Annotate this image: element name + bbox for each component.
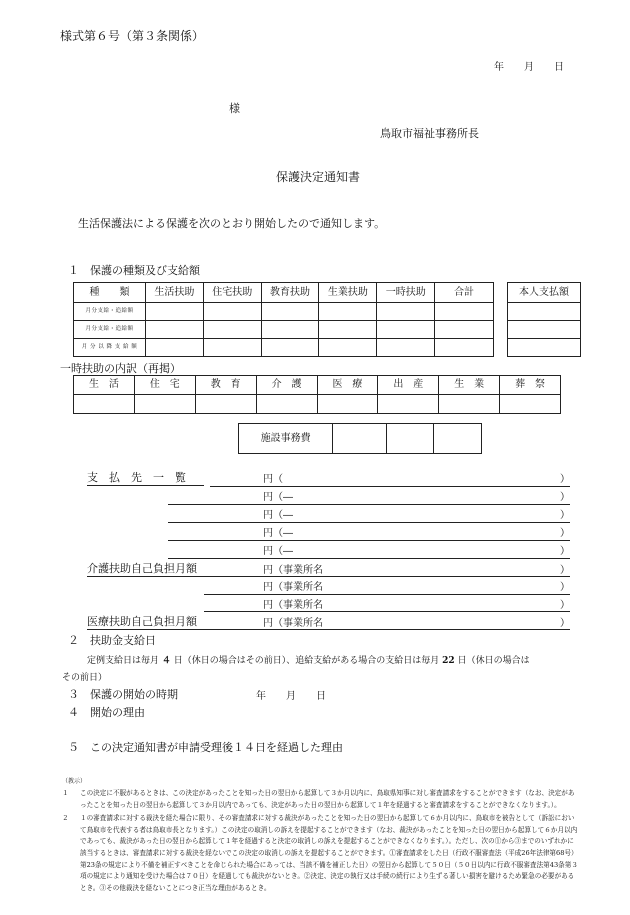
- payee-underline: [168, 558, 570, 559]
- kaigo-underline: [87, 576, 570, 577]
- payee-label-underline: [87, 485, 204, 486]
- payee-line: 円（―: [263, 528, 293, 539]
- table-cell: [377, 321, 435, 339]
- table-header: 介 護: [256, 376, 317, 395]
- table-cell: [256, 395, 317, 414]
- section-2-text: [87, 653, 530, 666]
- table-header: 生業扶助: [319, 283, 377, 303]
- payee-close: ）: [560, 474, 570, 485]
- kaigo-line: 円（事業所名: [263, 565, 323, 576]
- section-2-text-1: 定例支給日は毎月: [87, 656, 160, 666]
- table-row-label: 月 分 以 降 支 給 額: [74, 339, 146, 357]
- table-cell: [203, 321, 261, 339]
- table-header: 住 宅: [134, 376, 195, 395]
- table-cell: [134, 395, 195, 414]
- table-cell: [378, 395, 439, 414]
- table-header: 教 育: [195, 376, 256, 395]
- regular-day: ４: [161, 656, 171, 666]
- table-cell: [145, 339, 203, 357]
- table-cell: [434, 424, 482, 454]
- payee-line: 円（: [263, 474, 283, 485]
- payee-close: ）: [560, 510, 570, 521]
- table-cell: [319, 303, 377, 321]
- table-cell: [203, 303, 261, 321]
- facility-table: [238, 423, 482, 454]
- section-2-text-3: 日（休日の場合は: [457, 656, 530, 666]
- note-item: [62, 788, 580, 811]
- kaigo-underline: [204, 611, 570, 612]
- payee-underline: [168, 504, 570, 505]
- table-cell: [500, 395, 561, 414]
- benefit-table: [73, 282, 494, 357]
- page-title: 保護決定通知書: [276, 170, 361, 184]
- section-2-text-4: その前日）: [62, 673, 108, 683]
- table-cell: [508, 339, 581, 357]
- ichiji-table: [73, 375, 561, 414]
- table-cell: [377, 303, 435, 321]
- kaigo-underline: [204, 594, 570, 595]
- kaigo-close: ）: [560, 600, 570, 611]
- section-5-title: ５ この決定通知書が申請受理後１４日を経過した理由: [68, 741, 343, 754]
- table-cell: [435, 321, 494, 339]
- kaigo-close: ）: [560, 582, 570, 593]
- section-3-title: ３ 保護の開始の時期: [68, 688, 178, 701]
- payee-line: 円（―: [263, 546, 293, 557]
- table-cell: [387, 424, 434, 454]
- table-header: 生 活: [74, 376, 135, 395]
- issue-date: 年 月 日: [494, 62, 564, 73]
- note-number: １: [62, 789, 69, 797]
- table-cell: [439, 395, 500, 414]
- note-number: ２: [62, 814, 69, 823]
- table-cell: [145, 303, 203, 321]
- table-header: 種 類: [74, 283, 146, 303]
- section-4-title: ４ 開始の理由: [68, 706, 145, 719]
- table-header: 一時扶助: [377, 283, 435, 303]
- note-text: １の審査請求に対する裁決を経た場合に限り、その審査請求に対する裁決があったことを知った日の翌日から起算して６か月以内に、鳥取市を被告として（訴訟において鳥取市を代表する者は鳥取市長となります。）この決定の取消しの訴えを提起することができます（なお、裁決があったことを知った日の翌日から起算して６か月以内であっても、裁決があった日の翌日から起算して１年を経過すると決定の取消しの訴えを提起することができなくなります。）。ただし、次の①から③までのいずれかに該当するときは、審査請求に対する裁決を経ないでこの決定の取消しの訴えを提起することができます。①審査請求をした日（行政不服審査法（平成26年法律第68号）第23条の規定により不備を補正すべきことを命じられた場合にあっては、当該不備を補正した日）の翌日から起算して５０日（５０日以内に行政不服審査法第43条第３項の規定により通知を受けた場合は７０日）を経過しても裁決がないとき。②決定、決定の執行又は手続の続行により生ずる著しい損害を避けるため緊急の必要があるとき。③その他裁決を経ないことにつき正当な理由があるとき。: [80, 814, 578, 892]
- table-cell: [261, 321, 319, 339]
- table-header: 生活扶助: [145, 283, 203, 303]
- table-header: 葬 祭: [500, 376, 561, 395]
- payee-close: ）: [560, 546, 570, 557]
- notes: [62, 788, 580, 894]
- table-cell: [261, 339, 319, 357]
- self-payment-table: [507, 282, 581, 357]
- table-cell: [508, 303, 581, 321]
- section-2-text-2: 日（休日の場合はその前日）、追給支給がある場合の支給日は毎月: [173, 656, 440, 666]
- table-header: 本人支払額: [508, 283, 581, 303]
- addressee-suffix: 様: [229, 102, 240, 115]
- table-cell: [317, 395, 378, 414]
- iryo-line: 円（事業所名: [263, 618, 323, 629]
- table-row-label: 月分支給・追給額: [74, 321, 146, 339]
- table-cell: [203, 339, 261, 357]
- section-2-title: ２ 扶助金支給日: [68, 634, 156, 647]
- payee-underline: [210, 486, 570, 487]
- table-cell: [508, 321, 581, 339]
- ichiji-title: 一時扶助の内訳（再掲）: [60, 362, 181, 375]
- table-cell: [261, 303, 319, 321]
- kaigo-line: 円（事業所名: [263, 600, 323, 611]
- table-cell: [74, 395, 135, 414]
- table-header: 生 業: [439, 376, 500, 395]
- payee-close: ）: [560, 492, 570, 503]
- iryo-close: ）: [560, 618, 570, 629]
- table-cell: [377, 339, 435, 357]
- section-3-date: 年 月 日: [256, 691, 326, 702]
- payee-label: 支 払 先 一 覧: [87, 471, 186, 484]
- payee-line: 円（―: [263, 510, 293, 521]
- kaigo-label: 介護扶助自己負担月額: [87, 562, 197, 575]
- issuer: 鳥取市福祉事務所長: [380, 127, 479, 140]
- kaigo-line: 円（事業所名: [263, 582, 323, 593]
- table-cell: [195, 395, 256, 414]
- table-cell: [435, 303, 494, 321]
- table-row-label: 月分支給・追給額: [74, 303, 146, 321]
- table-cell: [435, 339, 494, 357]
- table-header: 住宅扶助: [203, 283, 261, 303]
- note-item: [62, 813, 580, 894]
- kaigo-close: ）: [560, 565, 570, 576]
- iryo-label: 医療扶助自己負担月額: [87, 615, 197, 628]
- note-text: この決定に不服があるときは、この決定があったことを知った日の翌日から起算して３か月以内に、鳥取県知事に対し審査請求をすることができます（なお、決定があったことを知った日の翌日から起算して３か月以内であっても、決定があった日の翌日から起算して１年を経過すると審査請求をすることができなくなります。）。: [80, 789, 575, 809]
- table-header: 医 療: [317, 376, 378, 395]
- form-id: 様式第６号（第３条関係）: [60, 29, 205, 43]
- payee-close: ）: [560, 528, 570, 539]
- intro-text: 生活保護法による保護を次のとおり開始したので通知します。: [78, 217, 386, 230]
- table-cell: [333, 424, 387, 454]
- table-header: 出 産: [378, 376, 439, 395]
- notes-header: （教示）: [62, 778, 87, 785]
- payee-underline: [168, 540, 570, 541]
- table-cell: [145, 321, 203, 339]
- iryo-underline: [87, 629, 570, 630]
- section-1-title: １ 保護の種類及び支給額: [68, 264, 200, 277]
- table-header: 合計: [435, 283, 494, 303]
- payee-underline: [168, 522, 570, 523]
- payee-line: 円（―: [263, 492, 293, 503]
- additional-day: 22: [442, 656, 455, 666]
- table-header: 教育扶助: [261, 283, 319, 303]
- table-cell: [319, 339, 377, 357]
- facility-label: 施設事務費: [239, 424, 333, 454]
- table-cell: [319, 321, 377, 339]
